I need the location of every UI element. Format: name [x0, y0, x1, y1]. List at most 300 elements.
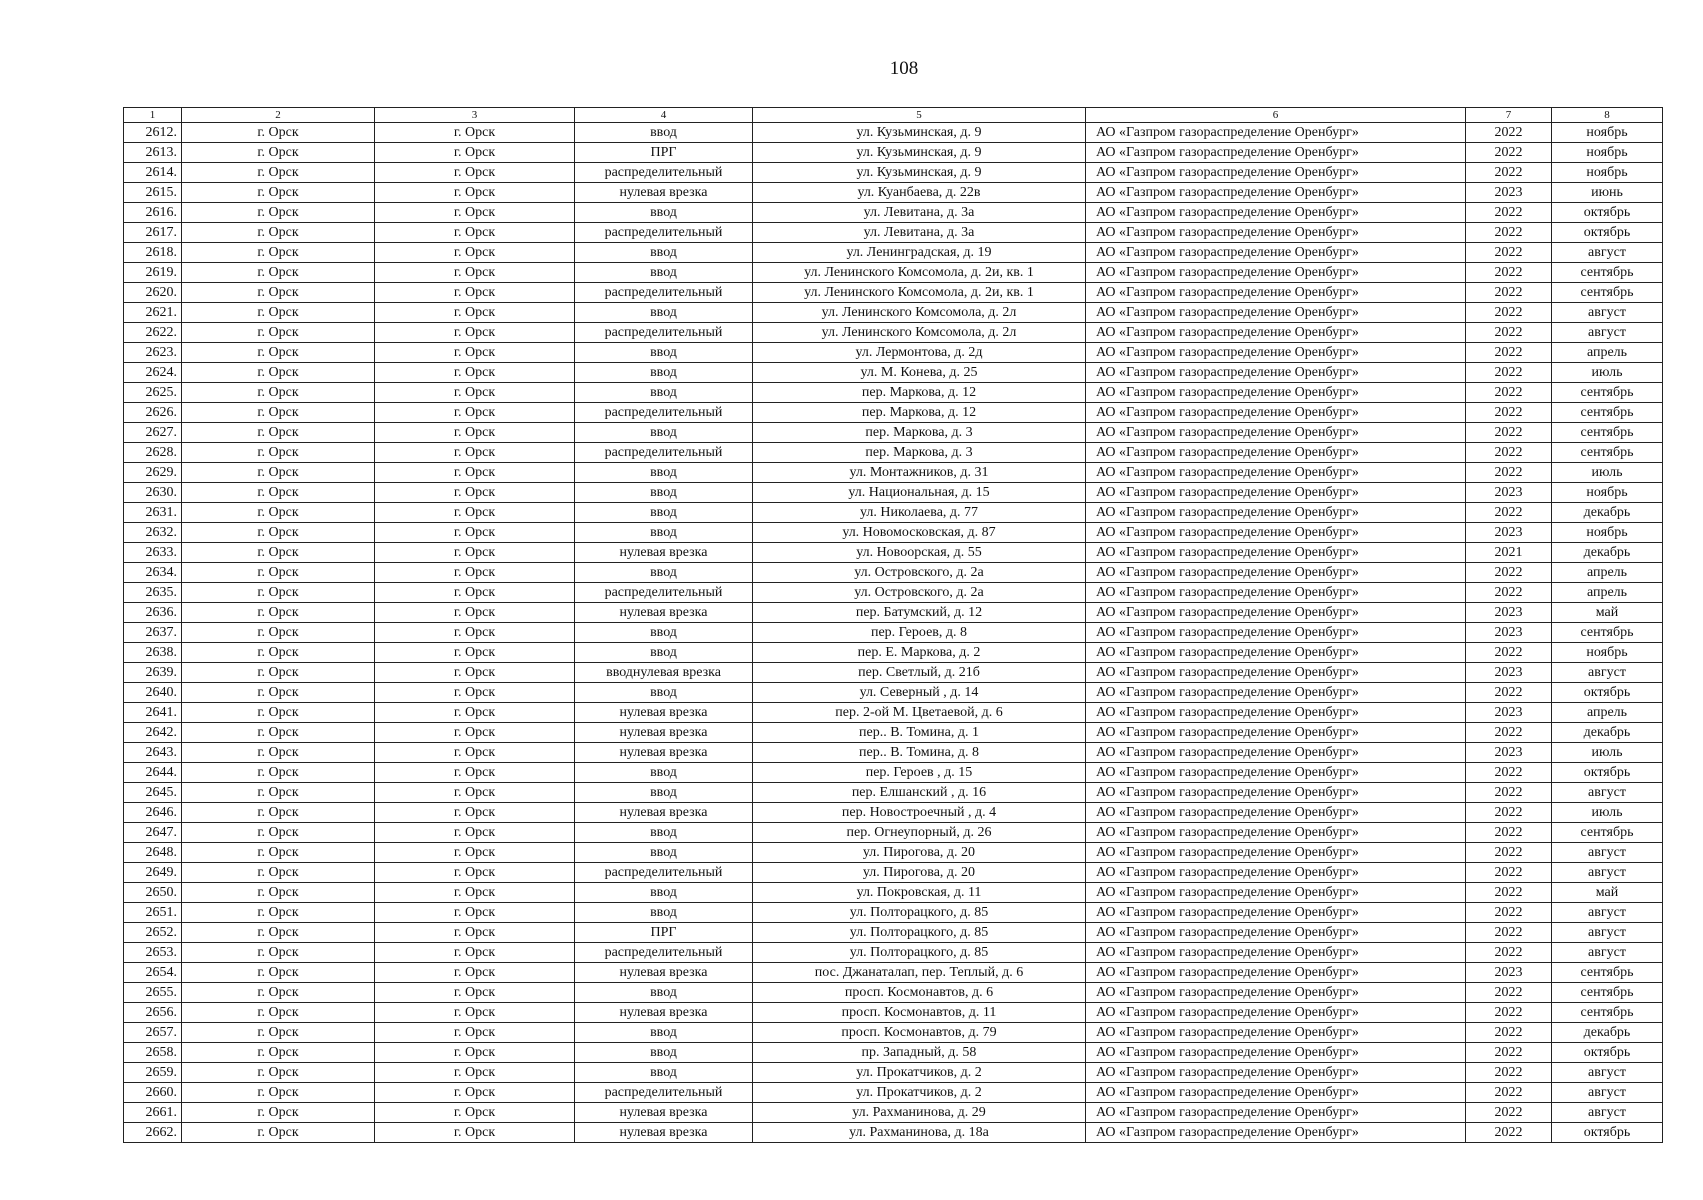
address-cell: ул. Полторацкого, д. 85: [753, 943, 1086, 963]
object-type-cell: распределительный: [575, 1083, 753, 1103]
year-cell: 2023: [1466, 703, 1552, 723]
row-number-cell: 2633.: [124, 543, 182, 563]
region-cell: г. Орск: [182, 983, 375, 1003]
row-number-cell: 2643.: [124, 743, 182, 763]
locality-cell: г. Орск: [375, 883, 575, 903]
organization-cell: АО «Газпром газораспределение Оренбург»: [1086, 1103, 1466, 1123]
locality-cell: г. Орск: [375, 143, 575, 163]
address-cell: ул. Рахманинова, д. 18а: [753, 1123, 1086, 1143]
table-row: [124, 703, 1663, 723]
year-cell: 2022: [1466, 123, 1552, 143]
object-type-cell: ввод: [575, 683, 753, 703]
locality-cell: г. Орск: [375, 363, 575, 383]
table-row: [124, 543, 1663, 563]
year-cell: 2022: [1466, 443, 1552, 463]
row-number-cell: 2662.: [124, 1123, 182, 1143]
year-cell: 2022: [1466, 943, 1552, 963]
address-cell: ул. Куанбаева, д. 22в: [753, 183, 1086, 203]
organization-cell: АО «Газпром газораспределение Оренбург»: [1086, 543, 1466, 563]
row-number-cell: 2646.: [124, 803, 182, 823]
region-cell: г. Орск: [182, 343, 375, 363]
row-number-cell: 2641.: [124, 703, 182, 723]
year-cell: 2022: [1466, 463, 1552, 483]
locality-cell: г. Орск: [375, 523, 575, 543]
address-cell: пер.. В. Томина, д. 8: [753, 743, 1086, 763]
locality-cell: г. Орск: [375, 1043, 575, 1063]
object-type-cell: ввод: [575, 503, 753, 523]
row-number-cell: 2655.: [124, 983, 182, 1003]
object-type-cell: ПРГ: [575, 923, 753, 943]
locality-cell: г. Орск: [375, 963, 575, 983]
row-number-cell: 2612.: [124, 123, 182, 143]
row-number-cell: 2617.: [124, 223, 182, 243]
region-cell: г. Орск: [182, 1103, 375, 1123]
object-type-cell: ввод: [575, 1043, 753, 1063]
table-row: [124, 1123, 1663, 1143]
month-cell: октябрь: [1552, 1043, 1663, 1063]
row-number-cell: 2659.: [124, 1063, 182, 1083]
row-number-cell: 2656.: [124, 1003, 182, 1023]
object-type-cell: ввод: [575, 383, 753, 403]
region-cell: г. Орск: [182, 443, 375, 463]
year-cell: 2022: [1466, 1123, 1552, 1143]
address-cell: пр. Западный, д. 58: [753, 1043, 1086, 1063]
region-cell: г. Орск: [182, 563, 375, 583]
locality-cell: г. Орск: [375, 1023, 575, 1043]
organization-cell: АО «Газпром газораспределение Оренбург»: [1086, 783, 1466, 803]
object-type-cell: нулевая врезка: [575, 1103, 753, 1123]
year-cell: 2022: [1466, 363, 1552, 383]
month-cell: сентябрь: [1552, 423, 1663, 443]
region-cell: г. Орск: [182, 703, 375, 723]
locality-cell: г. Орск: [375, 823, 575, 843]
table-row: [124, 1043, 1663, 1063]
locality-cell: г. Орск: [375, 163, 575, 183]
organization-cell: АО «Газпром газораспределение Оренбург»: [1086, 1083, 1466, 1103]
row-number-cell: 2639.: [124, 663, 182, 683]
locality-cell: г. Орск: [375, 583, 575, 603]
region-cell: г. Орск: [182, 923, 375, 943]
locality-cell: г. Орск: [375, 283, 575, 303]
locality-cell: г. Орск: [375, 1103, 575, 1123]
object-type-cell: нулевая врезка: [575, 803, 753, 823]
table-row: [124, 563, 1663, 583]
month-cell: ноябрь: [1552, 143, 1663, 163]
month-cell: сентябрь: [1552, 623, 1663, 643]
row-number-cell: 2630.: [124, 483, 182, 503]
locality-cell: г. Орск: [375, 843, 575, 863]
table-row: [124, 183, 1663, 203]
year-cell: 2023: [1466, 183, 1552, 203]
address-cell: ул. Монтажников, д. 31: [753, 463, 1086, 483]
year-cell: 2022: [1466, 923, 1552, 943]
object-type-cell: нулевая врезка: [575, 703, 753, 723]
object-type-cell: нулевая врезка: [575, 963, 753, 983]
object-type-cell: распределительный: [575, 583, 753, 603]
year-cell: 2023: [1466, 743, 1552, 763]
region-cell: г. Орск: [182, 823, 375, 843]
object-type-cell: ввод: [575, 483, 753, 503]
address-cell: ул. Национальная, д. 15: [753, 483, 1086, 503]
locality-cell: г. Орск: [375, 663, 575, 683]
year-cell: 2022: [1466, 503, 1552, 523]
month-cell: май: [1552, 603, 1663, 623]
table-row: [124, 523, 1663, 543]
year-cell: 2022: [1466, 843, 1552, 863]
row-number-cell: 2627.: [124, 423, 182, 443]
month-cell: ноябрь: [1552, 523, 1663, 543]
object-type-cell: ввод: [575, 783, 753, 803]
table-row: [124, 383, 1663, 403]
address-cell: ул. Кузьминская, д. 9: [753, 163, 1086, 183]
table-row: [124, 1023, 1663, 1043]
address-cell: пос. Джанаталап, пер. Теплый, д. 6: [753, 963, 1086, 983]
month-cell: апрель: [1552, 703, 1663, 723]
year-cell: 2023: [1466, 483, 1552, 503]
table-row: [124, 323, 1663, 343]
region-cell: г. Орск: [182, 423, 375, 443]
year-cell: 2022: [1466, 1063, 1552, 1083]
region-cell: г. Орск: [182, 643, 375, 663]
table-row: [124, 263, 1663, 283]
organization-cell: АО «Газпром газораспределение Оренбург»: [1086, 143, 1466, 163]
object-type-cell: ввод: [575, 563, 753, 583]
organization-cell: АО «Газпром газораспределение Оренбург»: [1086, 583, 1466, 603]
address-cell: пер. Маркова, д. 12: [753, 403, 1086, 423]
region-cell: г. Орск: [182, 183, 375, 203]
table-row: [124, 1103, 1663, 1123]
table-row: [124, 583, 1663, 603]
region-cell: г. Орск: [182, 243, 375, 263]
address-cell: пер. Батумский, д. 12: [753, 603, 1086, 623]
year-cell: 2023: [1466, 603, 1552, 623]
row-number-cell: 2620.: [124, 283, 182, 303]
month-cell: август: [1552, 1063, 1663, 1083]
region-cell: г. Орск: [182, 363, 375, 383]
row-number-cell: 2615.: [124, 183, 182, 203]
row-number-cell: 2660.: [124, 1083, 182, 1103]
object-type-cell: распределительный: [575, 223, 753, 243]
table-row: [124, 963, 1663, 983]
address-cell: ул. Ленинского Комсомола, д. 2и, кв. 1: [753, 263, 1086, 283]
column-header: 7: [1466, 108, 1552, 123]
organization-cell: АО «Газпром газораспределение Оренбург»: [1086, 843, 1466, 863]
table-row: [124, 1063, 1663, 1083]
organization-cell: АО «Газпром газораспределение Оренбург»: [1086, 963, 1466, 983]
month-cell: август: [1552, 1103, 1663, 1123]
locality-cell: г. Орск: [375, 263, 575, 283]
table-row: [124, 363, 1663, 383]
object-type-cell: ввод: [575, 1023, 753, 1043]
organization-cell: АО «Газпром газораспределение Оренбург»: [1086, 363, 1466, 383]
address-cell: ул. Покровская, д. 11: [753, 883, 1086, 903]
organization-cell: АО «Газпром газораспределение Оренбург»: [1086, 703, 1466, 723]
address-cell: пер. Светлый, д. 21б: [753, 663, 1086, 683]
table-row: [124, 663, 1663, 683]
address-cell: ул. Полторацкого, д. 85: [753, 923, 1086, 943]
page-number: 108: [889, 58, 919, 79]
address-cell: пер. Новостроечный , д. 4: [753, 803, 1086, 823]
object-type-cell: нулевая врезка: [575, 543, 753, 563]
year-cell: 2022: [1466, 1003, 1552, 1023]
locality-cell: г. Орск: [375, 903, 575, 923]
locality-cell: г. Орск: [375, 603, 575, 623]
object-type-cell: распределительный: [575, 863, 753, 883]
address-cell: ул. Пирогова, д. 20: [753, 843, 1086, 863]
object-type-cell: распределительный: [575, 283, 753, 303]
year-cell: 2022: [1466, 223, 1552, 243]
object-type-cell: ПРГ: [575, 143, 753, 163]
month-cell: ноябрь: [1552, 483, 1663, 503]
region-cell: г. Орск: [182, 1063, 375, 1083]
locality-cell: г. Орск: [375, 923, 575, 943]
month-cell: сентябрь: [1552, 283, 1663, 303]
organization-cell: АО «Газпром газораспределение Оренбург»: [1086, 623, 1466, 643]
month-cell: сентябрь: [1552, 443, 1663, 463]
organization-cell: АО «Газпром газораспределение Оренбург»: [1086, 283, 1466, 303]
row-number-cell: 2647.: [124, 823, 182, 843]
object-type-cell: ввод: [575, 343, 753, 363]
year-cell: 2021: [1466, 543, 1552, 563]
locality-cell: г. Орск: [375, 463, 575, 483]
organization-cell: АО «Газпром газораспределение Оренбург»: [1086, 503, 1466, 523]
organization-cell: АО «Газпром газораспределение Оренбург»: [1086, 923, 1466, 943]
table-row: [124, 283, 1663, 303]
column-number-row: [124, 108, 1663, 123]
locality-cell: г. Орск: [375, 123, 575, 143]
table-row: [124, 643, 1663, 663]
locality-cell: г. Орск: [375, 403, 575, 423]
address-cell: ул. Ленинского Комсомола, д. 2и, кв. 1: [753, 283, 1086, 303]
month-cell: август: [1552, 663, 1663, 683]
organization-cell: АО «Газпром газораспределение Оренбург»: [1086, 643, 1466, 663]
row-number-cell: 2625.: [124, 383, 182, 403]
table-row: [124, 843, 1663, 863]
organization-cell: АО «Газпром газораспределение Оренбург»: [1086, 983, 1466, 1003]
address-cell: ул. Прокатчиков, д. 2: [753, 1083, 1086, 1103]
table-row: [124, 503, 1663, 523]
year-cell: 2022: [1466, 383, 1552, 403]
year-cell: 2023: [1466, 523, 1552, 543]
column-header: 4: [575, 108, 753, 123]
month-cell: август: [1552, 843, 1663, 863]
year-cell: 2022: [1466, 783, 1552, 803]
region-cell: г. Орск: [182, 763, 375, 783]
object-type-cell: распределительный: [575, 323, 753, 343]
region-cell: г. Орск: [182, 383, 375, 403]
month-cell: сентябрь: [1552, 263, 1663, 283]
region-cell: г. Орск: [182, 963, 375, 983]
organization-cell: АО «Газпром газораспределение Оренбург»: [1086, 603, 1466, 623]
object-type-cell: ввод: [575, 303, 753, 323]
organization-cell: АО «Газпром газораспределение Оренбург»: [1086, 803, 1466, 823]
month-cell: апрель: [1552, 583, 1663, 603]
region-cell: г. Орск: [182, 843, 375, 863]
locality-cell: г. Орск: [375, 203, 575, 223]
row-number-cell: 2653.: [124, 943, 182, 963]
organization-cell: АО «Газпром газораспределение Оренбург»: [1086, 423, 1466, 443]
column-header: 5: [753, 108, 1086, 123]
year-cell: 2022: [1466, 683, 1552, 703]
locality-cell: г. Орск: [375, 643, 575, 663]
table-row: [124, 803, 1663, 823]
month-cell: сентябрь: [1552, 823, 1663, 843]
object-type-cell: вводнулевая врезка: [575, 663, 753, 683]
year-cell: 2022: [1466, 1043, 1552, 1063]
address-cell: пер. Маркова, д. 12: [753, 383, 1086, 403]
table-body: [124, 123, 1663, 1143]
address-cell: ул. Николаева, д. 77: [753, 503, 1086, 523]
organization-cell: АО «Газпром газораспределение Оренбург»: [1086, 1043, 1466, 1063]
organization-cell: АО «Газпром газораспределение Оренбург»: [1086, 223, 1466, 243]
object-type-cell: ввод: [575, 883, 753, 903]
address-cell: ул. Кузьминская, д. 9: [753, 143, 1086, 163]
region-cell: г. Орск: [182, 663, 375, 683]
row-number-cell: 2628.: [124, 443, 182, 463]
year-cell: 2022: [1466, 283, 1552, 303]
organization-cell: АО «Газпром газораспределение Оренбург»: [1086, 163, 1466, 183]
organization-cell: АО «Газпром газораспределение Оренбург»: [1086, 203, 1466, 223]
table-row: [124, 743, 1663, 763]
year-cell: 2022: [1466, 723, 1552, 743]
month-cell: октябрь: [1552, 223, 1663, 243]
row-number-cell: 2658.: [124, 1043, 182, 1063]
table-row: [124, 943, 1663, 963]
locality-cell: г. Орск: [375, 763, 575, 783]
row-number-cell: 2629.: [124, 463, 182, 483]
locality-cell: г. Орск: [375, 703, 575, 723]
month-cell: декабрь: [1552, 543, 1663, 563]
table-row: [124, 723, 1663, 743]
region-cell: г. Орск: [182, 803, 375, 823]
year-cell: 2022: [1466, 143, 1552, 163]
address-cell: ул. Островского, д. 2а: [753, 583, 1086, 603]
address-cell: ул. Северный , д. 14: [753, 683, 1086, 703]
object-type-cell: распределительный: [575, 163, 753, 183]
organization-cell: АО «Газпром газораспределение Оренбург»: [1086, 763, 1466, 783]
year-cell: 2022: [1466, 403, 1552, 423]
year-cell: 2022: [1466, 643, 1552, 663]
region-cell: г. Орск: [182, 263, 375, 283]
row-number-cell: 2626.: [124, 403, 182, 423]
month-cell: август: [1552, 1083, 1663, 1103]
table-row: [124, 463, 1663, 483]
address-cell: пер. Маркова, д. 3: [753, 423, 1086, 443]
region-cell: г. Орск: [182, 1083, 375, 1103]
address-cell: пер. Е. Маркова, д. 2: [753, 643, 1086, 663]
organization-cell: АО «Газпром газораспределение Оренбург»: [1086, 343, 1466, 363]
row-number-cell: 2645.: [124, 783, 182, 803]
year-cell: 2022: [1466, 1103, 1552, 1123]
table-row: [124, 203, 1663, 223]
row-number-cell: 2635.: [124, 583, 182, 603]
organization-cell: АО «Газпром газораспределение Оренбург»: [1086, 1023, 1466, 1043]
locality-cell: г. Орск: [375, 423, 575, 443]
row-number-cell: 2644.: [124, 763, 182, 783]
region-cell: г. Орск: [182, 303, 375, 323]
column-header: 2: [182, 108, 375, 123]
region-cell: г. Орск: [182, 503, 375, 523]
year-cell: 2022: [1466, 903, 1552, 923]
address-cell: пер. Героев , д. 15: [753, 763, 1086, 783]
region-cell: г. Орск: [182, 223, 375, 243]
table-row: [124, 303, 1663, 323]
table-row: [124, 223, 1663, 243]
region-cell: г. Орск: [182, 523, 375, 543]
row-number-cell: 2636.: [124, 603, 182, 623]
object-type-cell: ввод: [575, 243, 753, 263]
table-row: [124, 403, 1663, 423]
object-type-cell: ввод: [575, 523, 753, 543]
address-cell: ул. Ленинградская, д. 19: [753, 243, 1086, 263]
locality-cell: г. Орск: [375, 803, 575, 823]
address-cell: ул. Рахманинова, д. 29: [753, 1103, 1086, 1123]
object-type-cell: ввод: [575, 463, 753, 483]
column-header: 6: [1086, 108, 1466, 123]
month-cell: август: [1552, 243, 1663, 263]
year-cell: 2022: [1466, 263, 1552, 283]
column-header: 1: [124, 108, 182, 123]
organization-cell: АО «Газпром газораспределение Оренбург»: [1086, 823, 1466, 843]
region-cell: г. Орск: [182, 723, 375, 743]
month-cell: август: [1552, 303, 1663, 323]
address-cell: ул. Левитана, д. 3а: [753, 203, 1086, 223]
row-number-cell: 2661.: [124, 1103, 182, 1123]
address-cell: ул. Ленинского Комсомола, д. 2л: [753, 323, 1086, 343]
locality-cell: г. Орск: [375, 1123, 575, 1143]
table-row: [124, 683, 1663, 703]
year-cell: 2022: [1466, 803, 1552, 823]
table-row: [124, 423, 1663, 443]
object-type-cell: ввод: [575, 983, 753, 1003]
year-cell: 2022: [1466, 163, 1552, 183]
table-row: [124, 903, 1663, 923]
gas-connection-table: [123, 107, 1663, 1143]
address-cell: пер. Маркова, д. 3: [753, 443, 1086, 463]
row-number-cell: 2649.: [124, 863, 182, 883]
address-cell: ул. Новоорская, д. 55: [753, 543, 1086, 563]
organization-cell: АО «Газпром газораспределение Оренбург»: [1086, 243, 1466, 263]
year-cell: 2022: [1466, 343, 1552, 363]
organization-cell: АО «Газпром газораспределение Оренбург»: [1086, 563, 1466, 583]
organization-cell: АО «Газпром газораспределение Оренбург»: [1086, 683, 1466, 703]
locality-cell: г. Орск: [375, 1003, 575, 1023]
row-number-cell: 2622.: [124, 323, 182, 343]
year-cell: 2022: [1466, 303, 1552, 323]
organization-cell: АО «Газпром газораспределение Оренбург»: [1086, 943, 1466, 963]
month-cell: ноябрь: [1552, 163, 1663, 183]
address-cell: ул. Ленинского Комсомола, д. 2л: [753, 303, 1086, 323]
row-number-cell: 2652.: [124, 923, 182, 943]
locality-cell: г. Орск: [375, 543, 575, 563]
table-row: [124, 603, 1663, 623]
month-cell: май: [1552, 883, 1663, 903]
locality-cell: г. Орск: [375, 863, 575, 883]
table-row: [124, 863, 1663, 883]
year-cell: 2022: [1466, 323, 1552, 343]
organization-cell: АО «Газпром газораспределение Оренбург»: [1086, 883, 1466, 903]
row-number-cell: 2634.: [124, 563, 182, 583]
locality-cell: г. Орск: [375, 183, 575, 203]
locality-cell: г. Орск: [375, 223, 575, 243]
region-cell: г. Орск: [182, 603, 375, 623]
organization-cell: АО «Газпром газораспределение Оренбург»: [1086, 323, 1466, 343]
locality-cell: г. Орск: [375, 303, 575, 323]
region-cell: г. Орск: [182, 483, 375, 503]
organization-cell: АО «Газпром газораспределение Оренбург»: [1086, 743, 1466, 763]
year-cell: 2022: [1466, 983, 1552, 1003]
column-header: 8: [1552, 108, 1663, 123]
